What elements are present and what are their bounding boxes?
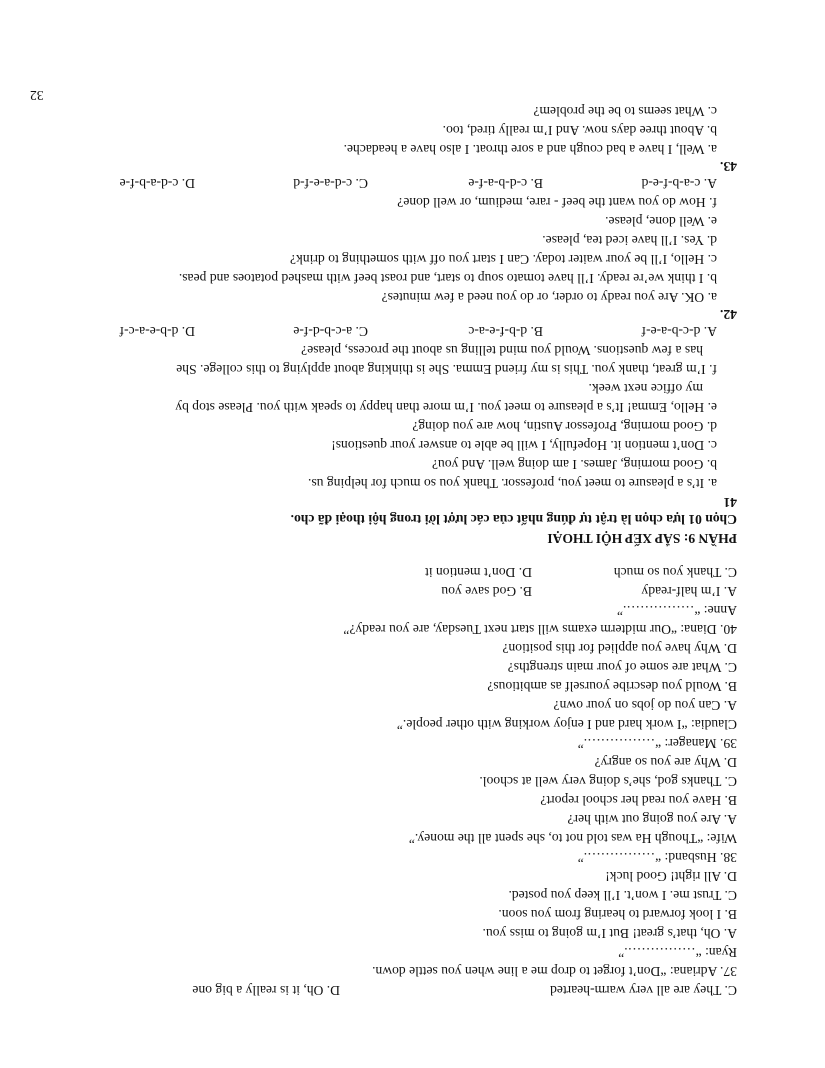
q43-line-a: a. Well, I have a bad cough and a sore throat. I also have a headache. <box>343 142 717 157</box>
q42-line-e: e. Well done, please. <box>605 214 717 229</box>
q42-line-c: c. Hello, I’ll be your waiter today. Can I start you off with something to drink? <box>290 252 717 267</box>
q41-option-d: D. d-b-e-a-c-f <box>119 324 195 339</box>
q38-option-c: C. Thanks god, she’s doing very well at school. <box>479 774 737 789</box>
q41-line-e: e. Hello, Emma! It’s a pleasure to meet you. I’m more than happy to speak with you. Please stop by <box>175 400 717 415</box>
q39-option-b: B. Would you describe yourself as ambitious? <box>487 679 737 694</box>
q43-number: 43. <box>720 159 737 174</box>
q37-option-d: D. All right! Good luck! <box>605 869 737 884</box>
q40-anne: Anne: “…………….” <box>616 603 737 618</box>
q42-option-c: C. c-d-a-e-f-d <box>293 176 368 191</box>
q38-option-d: D. Why are you so angry? <box>594 755 737 770</box>
q40-option-c: C. Thank you so much <box>613 565 737 580</box>
q41-line-e-cont: my office next week. <box>588 381 703 396</box>
q38-option-b: B. Have you read her school report? <box>540 793 737 808</box>
q41-option-a: A. d-c-b-a-e-f <box>641 324 717 339</box>
q37-option-a: A. Oh, that’s great! But I’m going to miss you. <box>482 926 737 941</box>
q42-number: 42. <box>720 307 737 322</box>
q42-line-d: d. Yes. I’ll have iced tea, please. <box>542 233 717 248</box>
q38-option-a: A. Are you going out with her? <box>567 812 737 827</box>
q37-prompt: 37. Adriana: “Don’t forget to drop me a line when you settle down. <box>372 964 737 979</box>
q39-claudia: Claudia: “I work hard and I enjoy working with other people.” <box>396 717 737 732</box>
q42-option-a: A. c-a-b-f-e-d <box>641 176 717 191</box>
q40-option-d: D. Don’t mention it <box>425 565 532 580</box>
q37-option-c: C. Trust me. I won’t. I’ll keep you posted. <box>508 888 737 903</box>
q41-option-c: C. a-c-b-d-f-e <box>293 324 368 339</box>
q40-option-b: B. God save you <box>441 584 532 599</box>
q39-option-c: C. What are some of your main strengths? <box>507 660 737 675</box>
q41-number: 41 <box>723 495 737 510</box>
q39-option-d: D. Why have you applied for this position? <box>502 641 737 656</box>
q36-option-d: D. Oh, it is really a big one <box>192 983 340 998</box>
q37-option-b: B. I look forward to hearing from you soon. <box>498 907 737 922</box>
q39-option-a: A. Can you do jobs on your own? <box>553 698 737 713</box>
page-number: 32 <box>30 88 44 103</box>
q42-option-d: D. c-d-a-b-f-e <box>119 176 195 191</box>
q42-line-f: f. How do you want the beef - rare, medium, or well done? <box>397 195 717 210</box>
section-9-title: PHẦN 9: SẮP XẾP HỘI THOẠI <box>547 531 737 546</box>
q42-line-b: b. I think we’re ready. I’ll have tomato soup to start, and roast beef with mashed potatoes and peas. <box>178 271 717 286</box>
section-9-instruction: Chọn 01 lựa chọn là trật tự đúng nhất của các lượt lời trong hội thoại đã cho. <box>290 512 737 527</box>
q41-line-a: a. It’s a pleasure to meet you, professor. Thank you so much for helping us. <box>308 476 717 491</box>
q43-line-b: b. About three days now. And I’m really tired, too. <box>442 123 717 138</box>
q41-line-c: c. Don’t mention it. Hopefully, I will be able to answer your questions! <box>331 438 717 453</box>
q42-option-b: B. c-d-b-a-f-e <box>468 176 543 191</box>
q40-prompt: 40. Diana: “Our midterm exams will start next Tuesday, are you ready?” <box>343 622 737 637</box>
q41-option-b: B. d-b-f-e-a-c <box>468 324 543 339</box>
q39-prompt: 39. Manager: “…………….” <box>577 736 737 751</box>
q36-option-c: C. They are all very warm-hearted <box>550 983 737 998</box>
q40-option-a: A. I’m half-ready <box>641 584 737 599</box>
q38-wife: Wife: “Though Ha was told not to, she spent all the money.” <box>408 831 737 846</box>
q37-reply: Ryan: “…………….” <box>618 945 737 960</box>
q42-line-a: a. OK. Are you ready to order, or do you need a few minutes? <box>381 290 717 305</box>
q43-line-c: c. What seems to be the problem? <box>533 104 717 119</box>
q41-line-b: b. Good morning, James. I am doing well. And you? <box>431 457 717 472</box>
q41-line-f-cont: has a few questions. Would you mind telling us about the process, please? <box>301 343 703 358</box>
q38-prompt: 38. Husband: “…………….” <box>577 850 737 865</box>
q41-line-f: f. I’m great, thank you. This is my friend Emma. She is thinking about applying to this college. She <box>176 362 717 377</box>
q41-line-d: d. Good morning, Professor Austin, how are you doing? <box>412 419 717 434</box>
